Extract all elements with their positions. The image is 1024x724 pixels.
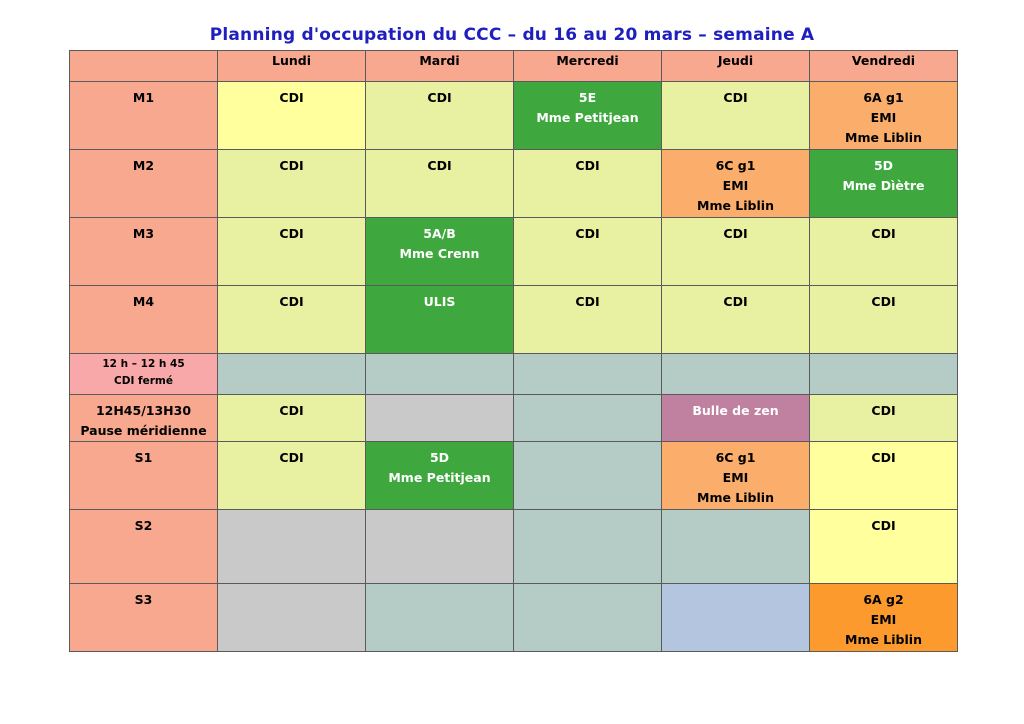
slot-cell-content	[662, 584, 809, 590]
slot-cell-content	[810, 442, 957, 468]
slot-cell-line: 5E	[578, 90, 597, 105]
slot-cell-content	[366, 395, 513, 401]
time-slot-label-text	[70, 395, 217, 441]
slot-cell-content	[366, 354, 513, 360]
slot-cell-line: CDI	[871, 403, 896, 418]
slot-cell-lundi	[218, 150, 366, 218]
slot-cell-content	[810, 150, 957, 196]
slot-cell-line: CDI	[427, 90, 452, 105]
slot-cell-content	[218, 82, 365, 108]
slot-cell-jeudi	[662, 218, 810, 286]
slot-cell-content	[662, 442, 809, 508]
slot-cell-content	[662, 218, 809, 244]
page-title: Planning d'occupation du CCC – du 16 au 20 mars – semaine A	[209, 25, 815, 45]
slot-cell-line: Mme Petitjean	[388, 470, 491, 485]
slot-cell-vendredi	[810, 395, 958, 442]
slot-cell-content	[366, 150, 513, 176]
slot-cell-line: CDI	[723, 226, 748, 241]
time-slot-label-text	[70, 584, 217, 610]
schedule-row	[70, 395, 958, 442]
slot-cell-line: CDI	[871, 450, 896, 465]
slot-cell-content	[662, 286, 809, 312]
slot-cell-line: CDI	[575, 226, 600, 241]
slot-cell-mardi	[366, 218, 514, 286]
slot-cell-line: Mme Liblin	[697, 490, 774, 505]
slot-cell-content	[662, 395, 809, 421]
day-header-mardi: Mardi	[366, 51, 514, 82]
slot-cell-mercredi	[514, 82, 662, 150]
slot-cell-vendredi	[810, 442, 958, 510]
slot-cell-lundi	[218, 510, 366, 584]
slot-cell-content	[514, 354, 661, 360]
slot-cell-lundi	[218, 218, 366, 286]
time-slot-label-line: S3	[134, 592, 153, 607]
time-slot-label-line: Pause méridienne	[80, 423, 207, 438]
slot-cell-line: Mme Liblin	[845, 632, 922, 647]
header-row	[70, 51, 958, 82]
time-slot-label-line: M2	[132, 158, 155, 173]
slot-cell-content	[514, 510, 661, 516]
time-slot-label-line: CDI fermé	[114, 375, 173, 387]
slot-cell-content	[218, 354, 365, 360]
schedule-row	[70, 584, 958, 652]
slot-cell-vendredi	[810, 218, 958, 286]
schedule-table	[69, 50, 958, 652]
slot-cell-lundi	[218, 442, 366, 510]
time-slot-label-line: M1	[132, 90, 155, 105]
slot-cell-mercredi	[514, 354, 662, 395]
time-slot-label	[70, 442, 218, 510]
slot-cell-mardi	[366, 395, 514, 442]
slot-cell-vendredi	[810, 82, 958, 150]
time-slot-label-text	[70, 442, 217, 468]
slot-cell-lundi	[218, 354, 366, 395]
slot-cell-content	[366, 218, 513, 264]
slot-cell-line: CDI	[871, 294, 896, 309]
slot-cell-line: CDI	[279, 90, 304, 105]
slot-cell-mercredi	[514, 218, 662, 286]
slot-cell-vendredi	[810, 510, 958, 584]
slot-cell-lundi	[218, 82, 366, 150]
slot-cell-content	[662, 510, 809, 516]
slot-cell-content	[514, 218, 661, 244]
slot-cell-line: 6C g1	[715, 158, 756, 173]
slot-cell-line: CDI	[723, 90, 748, 105]
slot-cell-jeudi	[662, 82, 810, 150]
slot-cell-lundi	[218, 286, 366, 354]
slot-cell-line: 5D	[873, 158, 894, 173]
schedule-row	[70, 510, 958, 584]
schedule-row	[70, 218, 958, 286]
slot-cell-vendredi	[810, 286, 958, 354]
slot-cell-line: CDI	[279, 226, 304, 241]
slot-cell-mercredi	[514, 510, 662, 584]
slot-cell-line: CDI	[871, 226, 896, 241]
slot-cell-line: ULIS	[423, 294, 456, 309]
slot-cell-content	[810, 286, 957, 312]
slot-cell-content	[514, 82, 661, 128]
slot-cell-line: CDI	[575, 158, 600, 173]
time-slot-label-text	[70, 354, 217, 390]
slot-cell-vendredi	[810, 584, 958, 652]
slot-cell-line: CDI	[279, 403, 304, 418]
day-header-vendredi: Vendredi	[810, 51, 958, 82]
time-slot-label-line: 12H45/13H30	[95, 403, 192, 418]
slot-cell-line: EMI	[870, 612, 897, 627]
time-slot-label-text	[70, 150, 217, 176]
slot-cell-content	[810, 584, 957, 650]
schedule-body	[70, 51, 958, 652]
time-slot-label-text	[70, 286, 217, 312]
slot-cell-content	[662, 82, 809, 108]
corner-cell	[70, 51, 218, 82]
time-slot-label-line: M3	[132, 226, 155, 241]
slot-cell-line: CDI	[279, 158, 304, 173]
slot-cell-content	[810, 510, 957, 536]
slot-cell-line: EMI	[722, 470, 749, 485]
slot-cell-content	[366, 584, 513, 590]
slot-cell-content	[514, 286, 661, 312]
slot-cell-line: Mme Dìètre	[842, 178, 925, 193]
time-slot-label-line: S1	[134, 450, 153, 465]
slot-cell-line: CDI	[279, 294, 304, 309]
slot-cell-line: 6A g2	[863, 592, 904, 607]
slot-cell-mardi	[366, 510, 514, 584]
slot-cell-jeudi	[662, 286, 810, 354]
time-slot-label-text	[70, 510, 217, 536]
time-slot-label-line: 12 h – 12 h 45	[102, 358, 185, 370]
schedule-row	[70, 354, 958, 395]
slot-cell-content	[810, 218, 957, 244]
slot-cell-line: Mme Petitjean	[536, 110, 639, 125]
slot-cell-content	[218, 510, 365, 516]
schedule-row	[70, 442, 958, 510]
slot-cell-line: CDI	[871, 518, 896, 533]
slot-cell-line: Bulle de zen	[692, 403, 779, 418]
slot-cell-content	[218, 286, 365, 312]
slot-cell-line: CDI	[575, 294, 600, 309]
slot-cell-mercredi	[514, 395, 662, 442]
slot-cell-mercredi	[514, 286, 662, 354]
time-slot-label-text	[70, 218, 217, 244]
time-slot-label	[70, 395, 218, 442]
time-slot-label	[70, 82, 218, 150]
slot-cell-mardi	[366, 150, 514, 218]
day-header-lundi: Lundi	[218, 51, 366, 82]
slot-cell-content	[218, 442, 365, 468]
slot-cell-lundi	[218, 395, 366, 442]
time-slot-label	[70, 150, 218, 218]
schedule-row	[70, 150, 958, 218]
slot-cell-mercredi	[514, 150, 662, 218]
slot-cell-mardi	[366, 354, 514, 395]
slot-cell-mardi	[366, 442, 514, 510]
slot-cell-line: Mme Crenn	[399, 246, 480, 261]
slot-cell-content	[514, 150, 661, 176]
slot-cell-jeudi	[662, 395, 810, 442]
slot-cell-content	[366, 82, 513, 108]
slot-cell-line: CDI	[279, 450, 304, 465]
slot-cell-mardi	[366, 82, 514, 150]
slot-cell-jeudi	[662, 584, 810, 652]
time-slot-label-text	[70, 82, 217, 108]
slot-cell-content	[366, 510, 513, 516]
schedule-row	[70, 286, 958, 354]
slot-cell-content	[514, 395, 661, 401]
time-slot-label-line: M4	[132, 294, 155, 309]
slot-cell-line: Mme Liblin	[697, 198, 774, 213]
slot-cell-line: 6C g1	[715, 450, 756, 465]
schedule-row	[70, 82, 958, 150]
slot-cell-line: CDI	[427, 158, 452, 173]
slot-cell-vendredi	[810, 150, 958, 218]
slot-cell-line: 6A g1	[863, 90, 904, 105]
slot-cell-vendredi	[810, 354, 958, 395]
time-slot-label-line: S2	[134, 518, 153, 533]
slot-cell-content	[366, 286, 513, 312]
slot-cell-content	[366, 442, 513, 488]
slot-cell-jeudi	[662, 442, 810, 510]
time-slot-label	[70, 354, 218, 395]
slot-cell-mercredi	[514, 584, 662, 652]
slot-cell-line: 5D	[429, 450, 450, 465]
slot-cell-content	[810, 354, 957, 360]
slot-cell-jeudi	[662, 354, 810, 395]
slot-cell-jeudi	[662, 510, 810, 584]
slot-cell-mardi	[366, 286, 514, 354]
slot-cell-content	[662, 354, 809, 360]
slot-cell-lundi	[218, 584, 366, 652]
time-slot-label	[70, 286, 218, 354]
slot-cell-content	[810, 395, 957, 421]
slot-cell-content	[810, 82, 957, 148]
slot-cell-content	[218, 150, 365, 176]
slot-cell-content	[218, 584, 365, 590]
slot-cell-line: CDI	[723, 294, 748, 309]
slot-cell-content	[218, 218, 365, 244]
slot-cell-content	[514, 442, 661, 448]
slot-cell-content	[218, 395, 365, 421]
day-header-mercredi: Mercredi	[514, 51, 662, 82]
slot-cell-content	[662, 150, 809, 216]
time-slot-label	[70, 510, 218, 584]
slot-cell-content	[514, 584, 661, 590]
slot-cell-mardi	[366, 584, 514, 652]
slot-cell-jeudi	[662, 150, 810, 218]
day-header-jeudi: Jeudi	[662, 51, 810, 82]
time-slot-label	[70, 584, 218, 652]
slot-cell-line: EMI	[722, 178, 749, 193]
slot-cell-mercredi	[514, 442, 662, 510]
slot-cell-line: 5A/B	[423, 226, 456, 241]
slot-cell-line: EMI	[870, 110, 897, 125]
time-slot-label	[70, 218, 218, 286]
slot-cell-line: Mme Liblin	[845, 130, 922, 145]
